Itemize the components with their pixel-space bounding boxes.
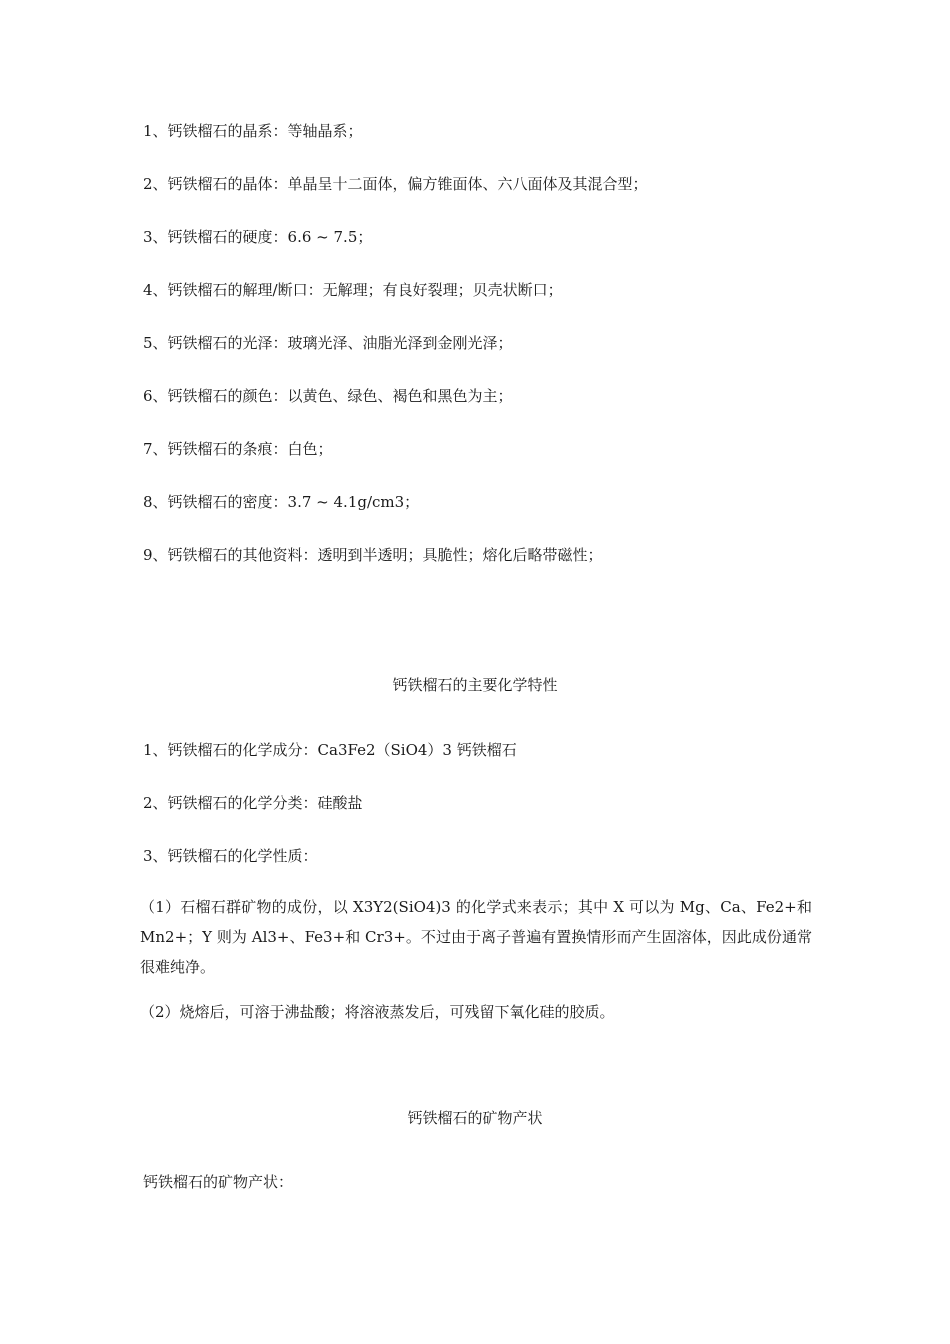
property-line-crystal-system: 1、钙铁榴石的晶系：等轴晶系； — [143, 122, 363, 140]
chemical-line-properties: 3、钙铁榴石的化学性质： — [143, 847, 318, 865]
property-line-color: 6、钙铁榴石的颜色：以黄色、绿色、褐色和黑色为主； — [143, 387, 513, 405]
property-line-streak: 7、钙铁榴石的条痕：白色； — [143, 440, 333, 458]
property-line-cleavage: 4、钙铁榴石的解理/断口：无解理；有良好裂理；贝壳状断口； — [143, 281, 563, 299]
property-line-luster: 5、钙铁榴石的光泽：玻璃光泽、油脂光泽到金刚光泽； — [143, 334, 513, 352]
chemical-paragraph-2: （2）烧熔后，可溶于沸盐酸；将溶液蒸发后，可残留下氧化硅的胶质。 — [140, 1003, 615, 1021]
chemical-line-composition: 1、钙铁榴石的化学成分：Ca3Fe2（SiO4）3 钙铁榴石 — [143, 741, 517, 759]
occurrence-line: 钙铁榴石的矿物产状： — [143, 1173, 294, 1191]
property-line-crystal-habit: 2、钙铁榴石的晶体：单晶呈十二面体，偏方锥面体、六八面体及其混合型； — [143, 175, 648, 193]
property-line-hardness: 3、钙铁榴石的硬度：6.6 ~ 7.5； — [143, 228, 373, 246]
chemical-line-classification: 2、钙铁榴石的化学分类：硅酸盐 — [143, 794, 363, 812]
property-line-density: 8、钙铁榴石的密度：3.7 ~ 4.1g/cm3； — [143, 493, 420, 511]
property-line-other: 9、钙铁榴石的其他资料：透明到半透明；具脆性；熔化后略带磁性； — [143, 546, 603, 564]
chemical-paragraph-1: （1）石榴石群矿物的成份，以 X3Y2(SiO4)3 的化学式来表示；其中 X 可以为 Mg、Ca、Fe2+和 Mn2+；Y 则为 Al3+、Fe3+和 Cr3+。不过由于离子普遍有置换情形而产生固溶体，因此成份通常很难纯净。 — [140, 898, 812, 976]
occurrence-section-heading: 钙铁榴石的矿物产状 — [407, 1109, 543, 1127]
chemical-section-heading: 钙铁榴石的主要化学特性 — [392, 676, 558, 694]
